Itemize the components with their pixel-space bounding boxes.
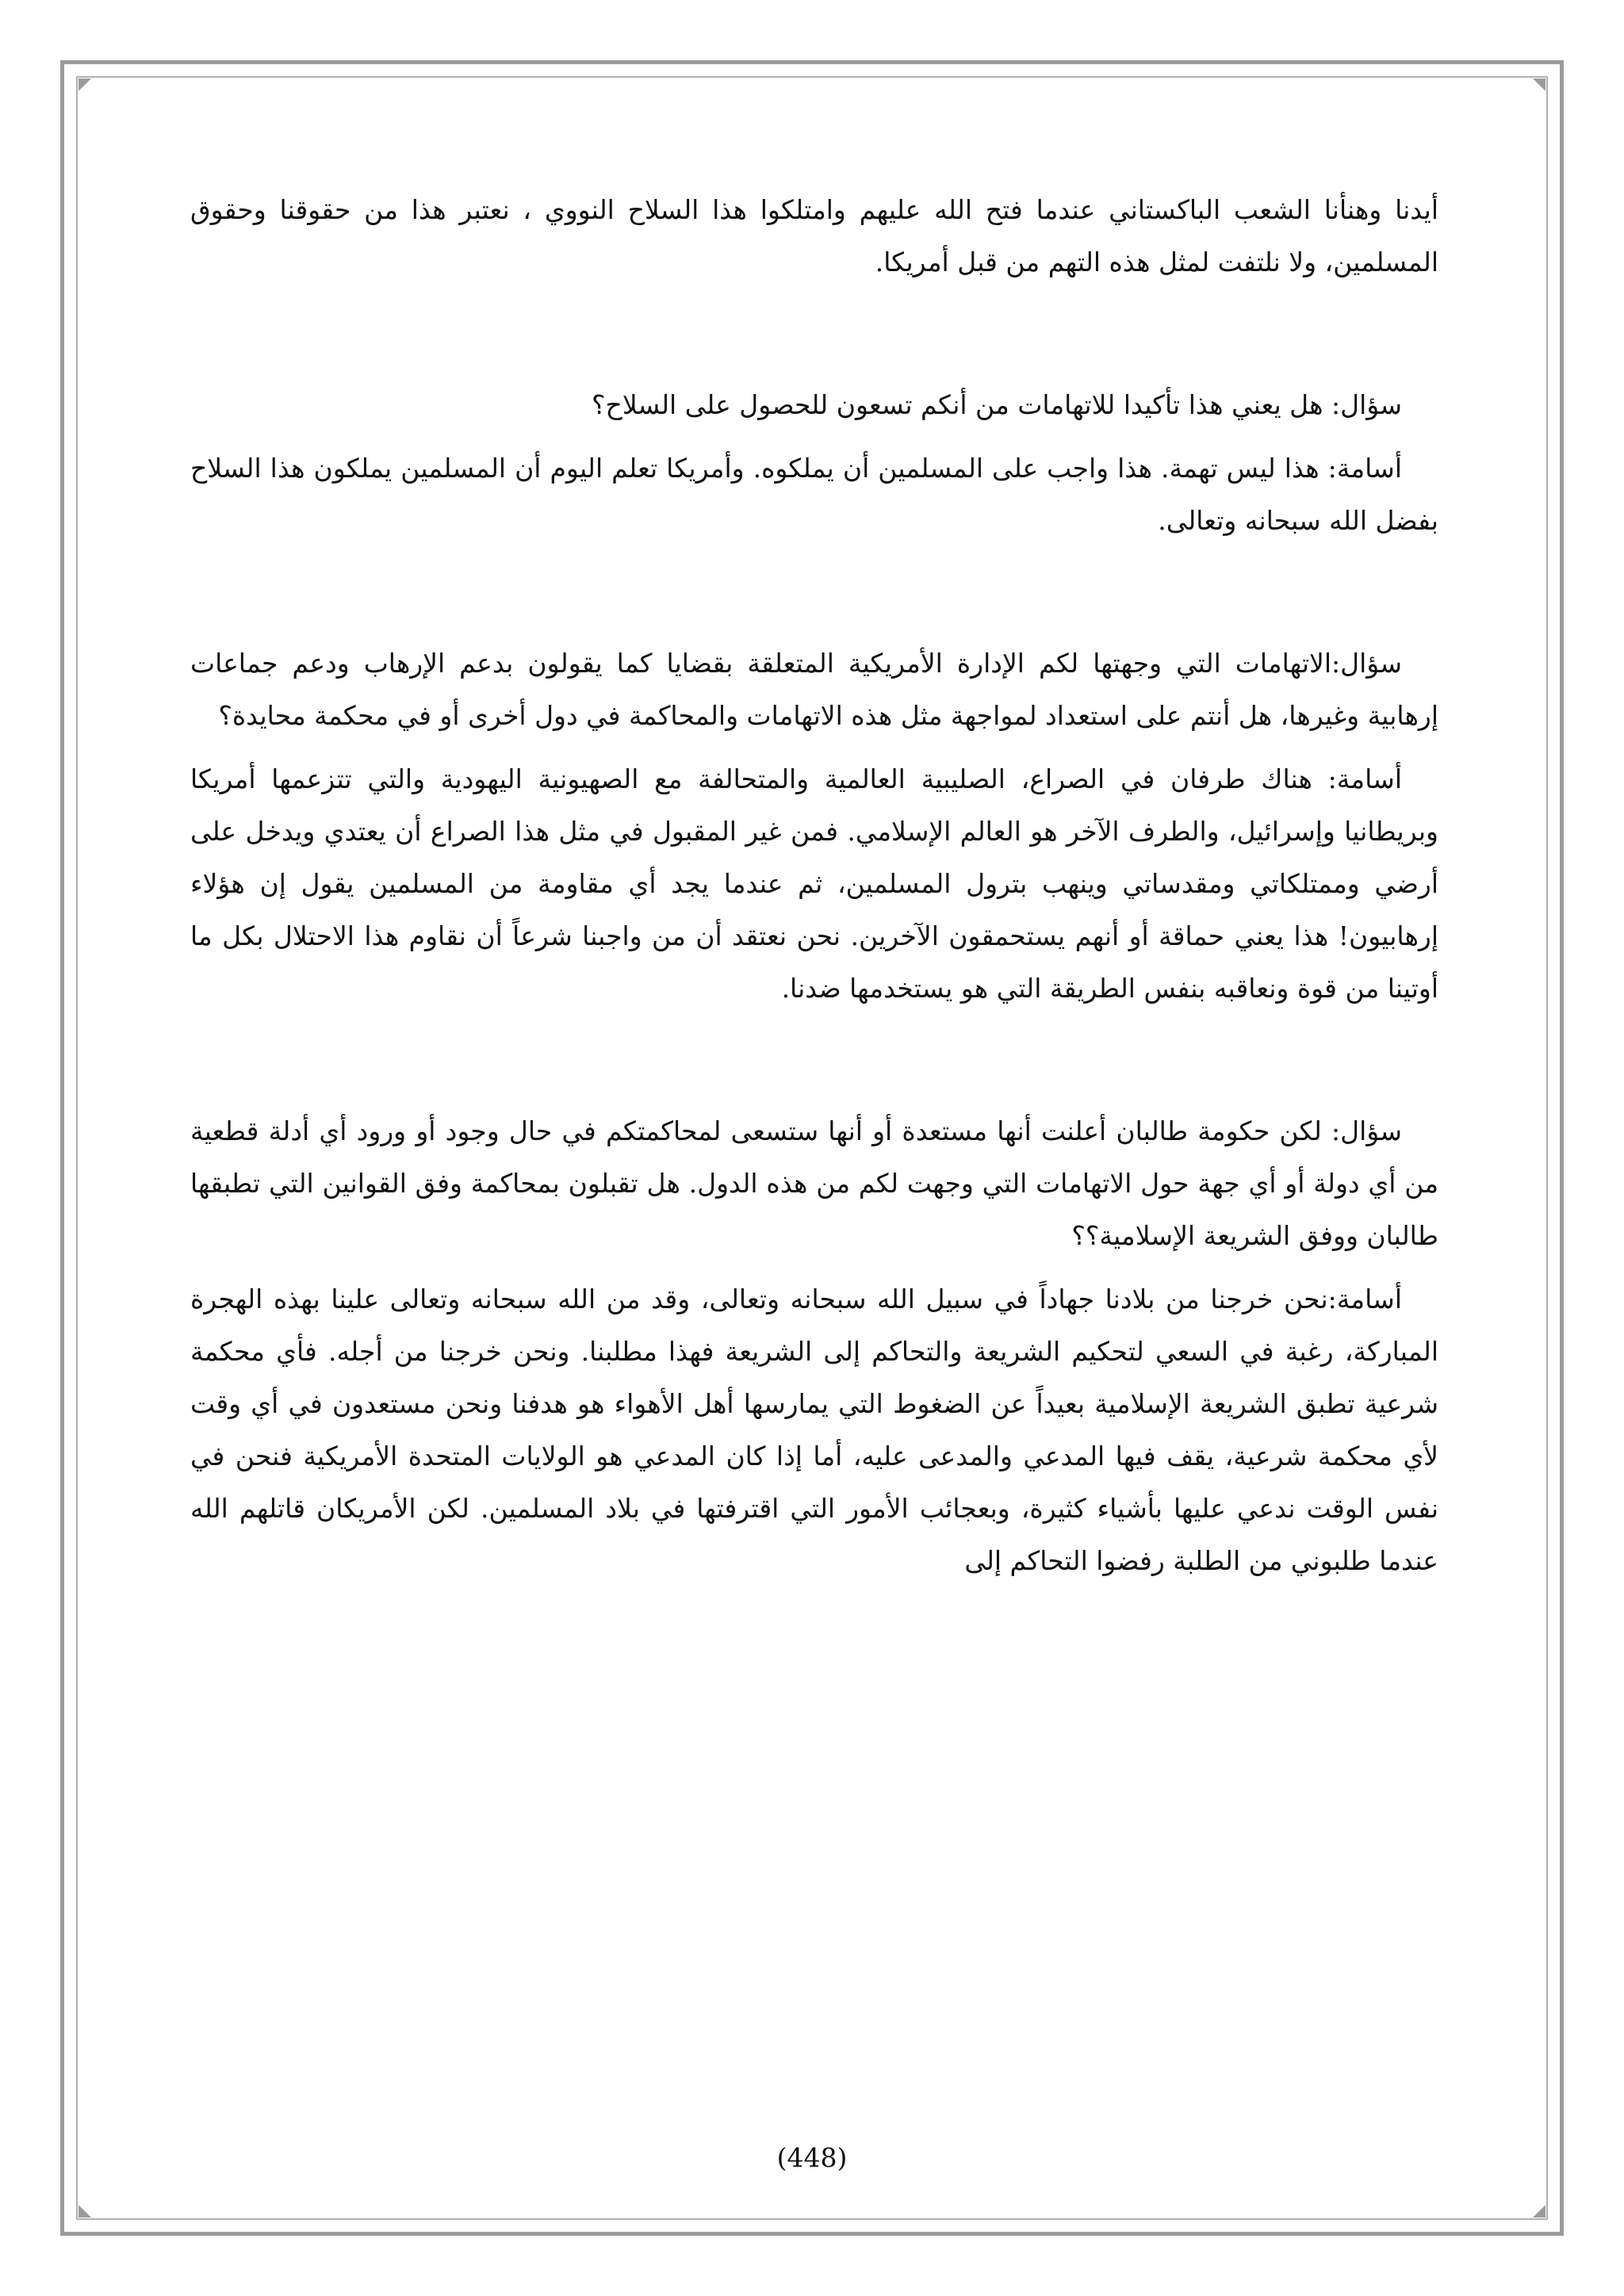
answer-weapon: أسامة: هذا ليس تهمة. هذا واجب على المسلمين أن يملكوه. وأمريكا تعلم اليوم أن المسلمين يملكون هذا السلاح بفضل الله سبحانه وتعالى.: [190, 453, 1438, 536]
page-number: (448): [776, 2142, 848, 2173]
document-body: [190, 184, 1438, 1587]
question-weapon: سؤال: هل يعني هذا تأكيدا للاتهامات من أنكم تسعون للحصول على السلاح؟: [592, 389, 1402, 420]
corner-ornament-bottom-left: [79, 2205, 91, 2218]
answer-accusations: أسامة: هناك طرفان في الصراع، الصليبية العالمية والمتحالفة مع الصهيونية اليهودية والتي تتزعمها أمريكا وبريطانيا وإسرائيل، والطرف الآخر هو العالم الإسلامي. فمن غير المقبول في مثل هذا الصراع أن يعتدي ويدخل على أرضي وممتلكاتي ومقدساتي وينهب بترول المسلمين، ثم عندما يجد أي مقاومة من المسلمين يقول إن هؤلاء إرهابيون! هذا يعني حماقة أو أنهم يستحمقون الآخرين. نحن نعتقد أن من واجبنا شرعاً أن نقاوم هذا الاحتلال بكل ما أوتينا من قوة ونعاقبه بنفس الطريقة التي هو يستخدمها ضدنا.: [190, 763, 1438, 1004]
corner-ornament-bottom-right: [1533, 2205, 1545, 2218]
corner-ornament-top-right: [1533, 78, 1545, 91]
corner-ornament-top-left: [79, 78, 91, 91]
question-taliban-trial: سؤال: لكن حكومة طالبان أعلنت أنها مستعدة أو أنها ستسعى لمحاكمتكم في حال وجود أو ورود أي أدلة قطعية من أي دولة أو أي جهة حول الاتهامات التي وجهت لكم من هذه الدول. هل تقبلون بمحاكمة وفق القوانين التي تطبقها طالبان ووفق الشريعة الإسلامية؟؟: [190, 1115, 1438, 1251]
answer-taliban-trial: أسامة:نحن خرجنا من بلادنا جهاداً في سبيل الله سبحانه وتعالى، وقد من الله سبحانه وتعالى علينا بهذه الهجرة المباركة، رغبة في السعي لتحكيم الشريعة والتحاكم إلى الشريعة فهذا مطلبنا. ونحن خرجنا من أجله. فأي محكمة شرعية تطبق الشريعة الإسلامية بعيداً عن الضغوط التي يمارسها أهل الأهواء هو هدفنا ونحن مستعدون في أي وقت لأي محكمة شرعية، يقف فيها المدعي والمدعى عليه، أما إذا كان المدعي هو الولايات المتحدة الأمريكية فنحن في نفس الوقت ندعي عليها بأشياء كثيرة، وبعجائب الأمور التي اقترفتها في بلاد المسلمين. لكن الأمريكان قاتلهم الله عندما طلبوني من الطلبة رفضوا التحاكم إلى: [190, 1284, 1438, 1576]
paragraph-continuation: أيدنا وهنأنا الشعب الباكستاني عندما فتح الله عليهم وامتلكوا هذا السلاح النووي ، نعتبر هذا من حقوقنا وحقوق المسلمين، ولا نلتفت لمثل هذه التهم من قبل أمريكا.: [190, 194, 1438, 277]
question-accusations: سؤال:الاتهامات التي وجهتها لكم الإدارة الأمريكية المتعلقة بقضايا كما يقولون بدعم الإرهاب ودعم جماعات إرهابية وغيرها، هل أنتم على استعداد لمواجهة مثل هذه الاتهامات والمحاكمة في دول أخرى أو في محكمة محايدة؟: [190, 648, 1438, 731]
